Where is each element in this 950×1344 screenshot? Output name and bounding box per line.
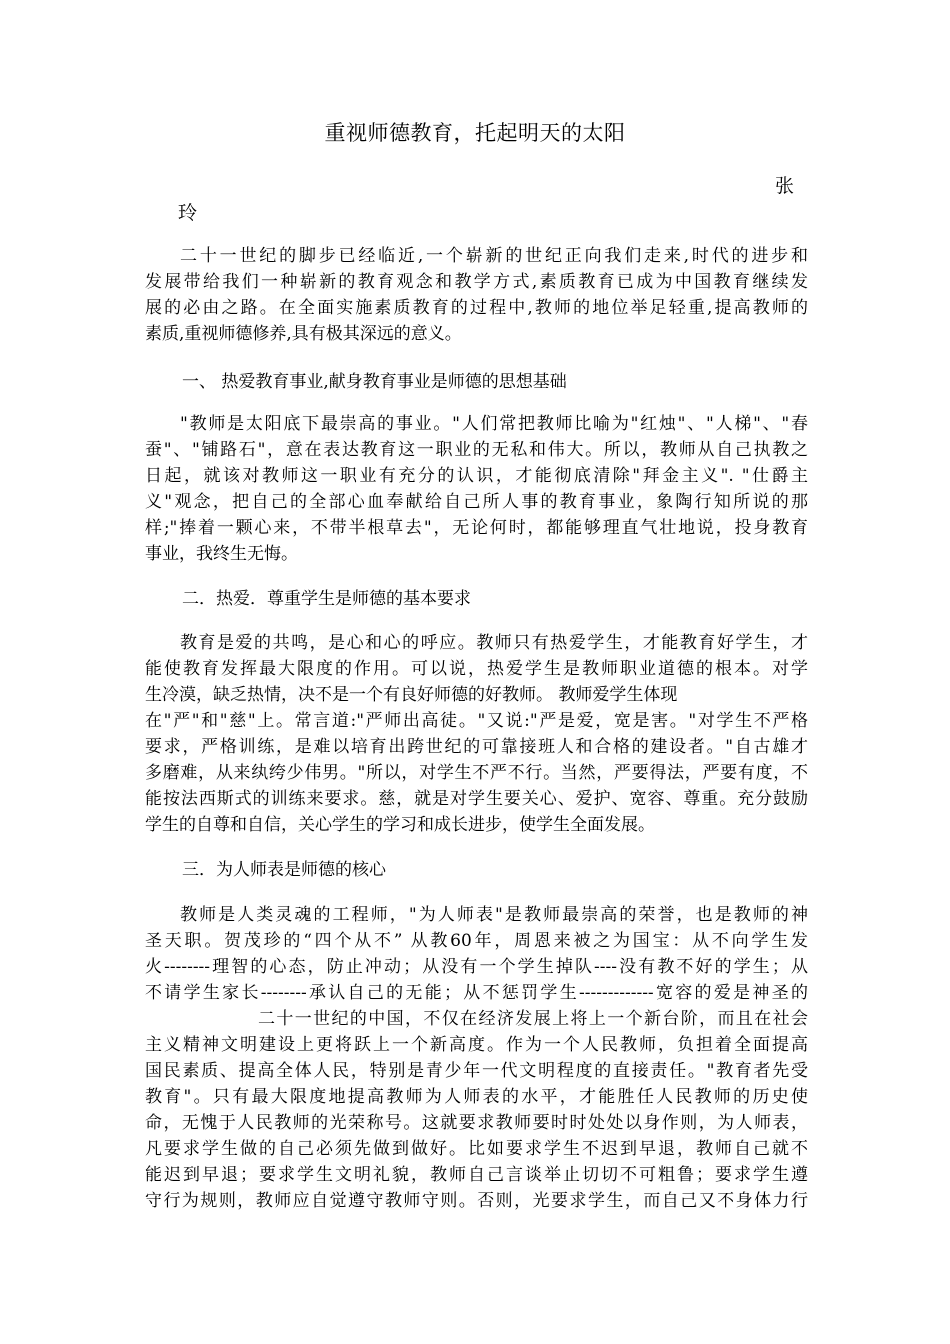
section2-line: 能使教育发挥最大限度的作用。可以说，热爱学生是教师职业道德的根本。对学	[145, 659, 808, 679]
section3-line: 火--------理智的心态，防止冲动；从没有一个学生掉队----没有教不好的学生；从	[145, 957, 808, 977]
section2-line: 在"严"和"慈"上。常言道:"严师出高徒。"又说:"严是爱，宽是害。"对学生不严格	[145, 711, 808, 731]
section1-line: 事业，我终生无悔。	[145, 544, 298, 564]
section2-line: 生冷漠，缺乏热情，决不是一个有良好师德的好教师。 教师爱学生体现	[145, 685, 678, 705]
section3-line: 不请学生家长--------承认自己的无能；从不惩罚学生-------------宽容的爱是神圣的	[145, 983, 808, 1003]
section-heading-1: 一、 热爱教育事业,献身教育事业是师德的思想基础	[182, 372, 567, 392]
section1-line: 义"观念，把自己的全部心血奉献给自己所人事的教育事业，象陶行知所说的那	[145, 492, 808, 512]
author-name-part-1: 张	[775, 175, 795, 197]
section2-line: 学生的自尊和自信，关心学生的学习和成长进步，使学生全面发展。	[145, 815, 655, 835]
section3-line: 能迟到早退；要求学生文明礼貌，教师自己言谈举止切切不可粗鲁；要求学生遵	[145, 1165, 808, 1185]
section3-line: 主义精神文明建设上更将跃上一个新高度。作为一个人民教师，负担着全面提高	[145, 1035, 808, 1055]
intro-line: 二十一世纪的脚步已经临近,一个崭新的世纪正向我们走来,时代的进步和	[180, 246, 808, 266]
document-title: 重视师德教育，托起明天的太阳	[324, 121, 626, 145]
section2-line: 要求，严格训练，是难以培育出跨世纪的可靠接班人和合格的建设者。"自古雄才	[145, 737, 808, 757]
section3-line: 守行为规则，教师应自觉遵守教师守则。否则，光要求学生，而自己又不身体力行	[145, 1191, 808, 1211]
intro-line: 发展带给我们一种崭新的教育观念和教学方式,素质教育已成为中国教育继续发	[145, 272, 808, 292]
section-heading-3: 三．为人师表是师德的核心	[182, 860, 386, 880]
section3-line: 凡要求学生做的自己必须先做到做好。比如要求学生不迟到早退，教师自己就不	[145, 1139, 808, 1159]
section2-line: 能按法西斯式的训练来要求。慈，就是对学生要关心、爱护、宽容、尊重。充分鼓励	[145, 789, 808, 809]
section3-line: 二十一世纪的中国，不仅在经济发展上将上一个新台阶，而且在社会	[258, 1009, 808, 1029]
section2-line: 教育是爱的共鸣，是心和心的呼应。教师只有热爱学生，才能教育好学生，才	[180, 633, 808, 653]
intro-line: 展的必由之路。在全面实施素质教育的过程中,教师的地位举足轻重,提高教师的	[145, 298, 808, 318]
section3-line: 命，无愧于人民教师的光荣称号。这就要求教师要时时处处以身作则，为人师表，	[145, 1113, 808, 1133]
section3-line: 教育"。只有最大限度地提高教师为人师表的水平，才能胜任人民教师的历史使	[145, 1087, 808, 1107]
section1-line: 蚕"、"铺路石"，意在表达教育这一职业的无私和伟大。所以，教师从自己执教之	[145, 440, 808, 460]
section1-line: "教师是太阳底下最崇高的事业。"人们常把教师比喻为"红烛"、"人梯"、"春	[180, 414, 808, 434]
section3-line: 教师是人类灵魂的工程师，"为人师表"是教师最崇高的荣誉，也是教师的神	[180, 905, 808, 925]
section3-line: 国民素质、提高全体人民，特别是青少年一代文明程度的直接责任。"教育者先受	[145, 1061, 808, 1081]
section-heading-2: 二．热爱．尊重学生是师德的基本要求	[182, 589, 471, 609]
intro-line: 素质,重视师德修养,具有极其深远的意义。	[145, 324, 462, 344]
section2-line: 多磨难，从来纨绔少伟男。"所以，对学生不严不行。当然，严要得法，严要有度，不	[145, 763, 808, 783]
section1-line: 日起，就该对教师这一职业有充分的认识，才能彻底清除"拜金主义". "仕爵主	[145, 466, 808, 486]
author-name-part-2: 玲	[178, 202, 198, 224]
section3-line: 圣天职。贺茂珍的“四个从不” 从教60年，周恩来被之为国宝：从不向学生发	[145, 931, 808, 951]
section1-line: 样;"捧着一颗心来，不带半根草去"，无论何时，都能够理直气壮地说，投身教育	[145, 518, 808, 538]
